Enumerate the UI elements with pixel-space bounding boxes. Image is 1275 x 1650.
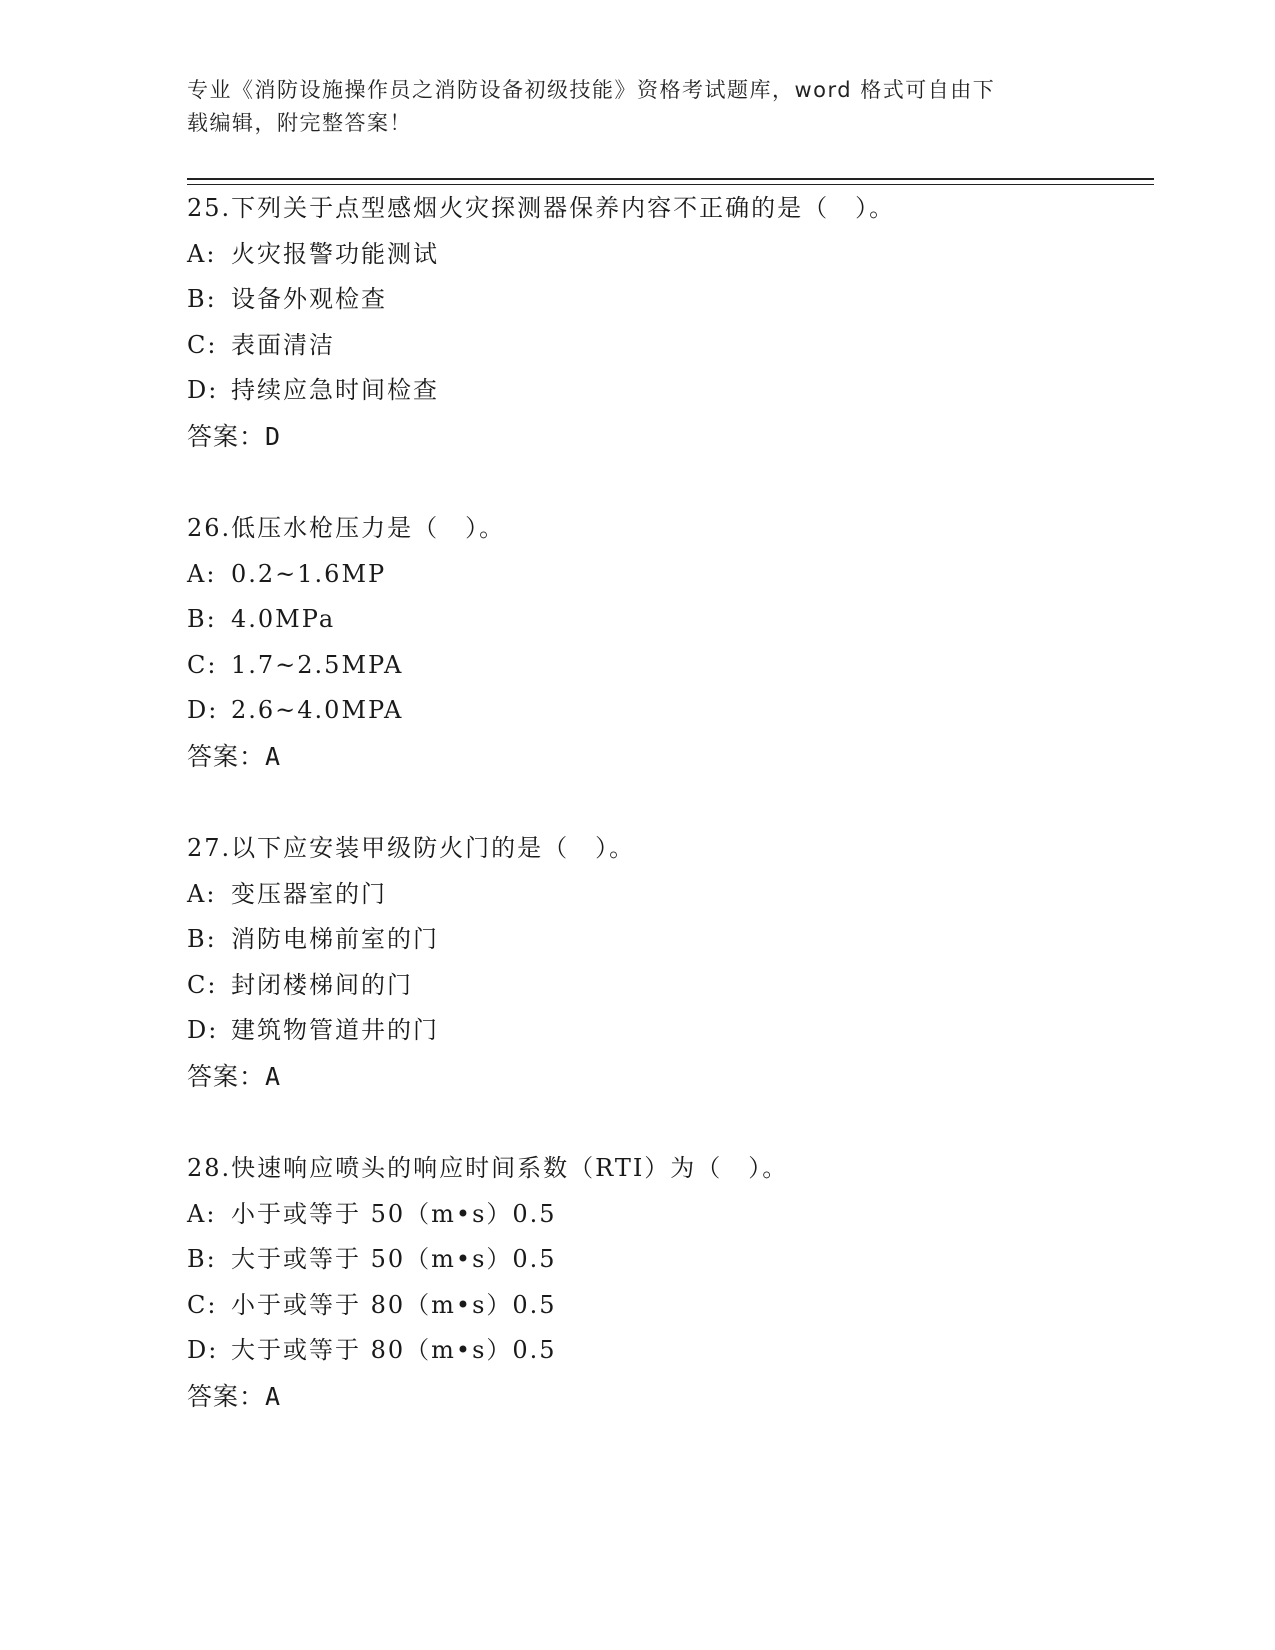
answer-label: 答案： bbox=[187, 741, 266, 771]
option-letter: C: bbox=[187, 970, 218, 999]
answer-value: D bbox=[265, 421, 282, 451]
option-text: 小于或等于 50（m•s）0.5 bbox=[231, 1199, 557, 1228]
question-stem: 27.以下应安装甲级防火门的是（ ）。 bbox=[187, 834, 636, 862]
option-d bbox=[187, 368, 1147, 414]
option-a bbox=[187, 232, 1147, 278]
option-a bbox=[187, 1192, 1147, 1238]
answer-label: 答案： bbox=[187, 1061, 266, 1091]
option-letter: A: bbox=[187, 239, 217, 268]
option-letter: A: bbox=[187, 1199, 217, 1228]
option-letter: C: bbox=[187, 330, 218, 359]
option-text: 小于或等于 80（m•s）0.5 bbox=[231, 1290, 557, 1319]
option-text: 建筑物管道井的门 bbox=[231, 1016, 439, 1045]
option-b bbox=[187, 1237, 1147, 1283]
header-divider-thin bbox=[187, 184, 1154, 185]
option-letter: B: bbox=[187, 285, 217, 314]
option-text: 设备外观检查 bbox=[231, 285, 387, 314]
header-divider-thick bbox=[187, 178, 1154, 180]
option-letter: B: bbox=[187, 1245, 217, 1274]
option-c bbox=[187, 1283, 1147, 1329]
option-text: 变压器室的门 bbox=[231, 879, 387, 908]
answer-line bbox=[187, 1054, 1147, 1100]
option-text: 4.0MPa bbox=[231, 605, 336, 634]
header-line-2: 载编辑，附完整答案！ bbox=[187, 111, 412, 135]
option-c bbox=[187, 323, 1147, 369]
question-stem: 28.快速响应喷头的响应时间系数（RTI）为（ ）。 bbox=[187, 1154, 789, 1182]
answer-value: A bbox=[265, 1061, 282, 1091]
answer-value: A bbox=[265, 741, 282, 771]
option-letter: D: bbox=[187, 696, 219, 725]
option-text: 1.7~2.5MPA bbox=[231, 650, 404, 679]
option-b bbox=[187, 597, 1147, 643]
option-letter: A: bbox=[187, 559, 217, 588]
option-b bbox=[187, 277, 1147, 323]
option-letter: C: bbox=[187, 650, 218, 679]
question-25 bbox=[187, 186, 1147, 460]
option-c bbox=[187, 643, 1147, 689]
question-27 bbox=[187, 826, 1147, 1100]
option-c bbox=[187, 963, 1147, 1009]
option-text: 封闭楼梯间的门 bbox=[231, 970, 413, 999]
question-stem: 25.下列关于点型感烟火灾探测器保养内容不正确的是（ ）。 bbox=[187, 194, 896, 222]
option-text: 大于或等于 50（m•s）0.5 bbox=[231, 1245, 557, 1274]
document-header bbox=[187, 74, 1087, 140]
answer-label: 答案： bbox=[187, 1381, 266, 1411]
option-letter: C: bbox=[187, 1290, 218, 1319]
option-letter: D: bbox=[187, 1336, 219, 1365]
option-b bbox=[187, 917, 1147, 963]
option-d bbox=[187, 1328, 1147, 1374]
option-text: 持续应急时间检查 bbox=[231, 376, 439, 405]
option-letter: A: bbox=[187, 879, 217, 908]
option-d bbox=[187, 1008, 1147, 1054]
option-text: 表面清洁 bbox=[231, 330, 335, 359]
option-d bbox=[187, 688, 1147, 734]
answer-line bbox=[187, 414, 1147, 460]
option-letter: B: bbox=[187, 925, 217, 954]
answer-line bbox=[187, 734, 1147, 780]
option-text: 2.6~4.0MPA bbox=[231, 696, 404, 725]
option-text: 大于或等于 80（m•s）0.5 bbox=[231, 1336, 557, 1365]
option-letter: B: bbox=[187, 605, 217, 634]
option-text: 消防电梯前室的门 bbox=[231, 925, 439, 954]
header-line-1: 专业《消防设施操作员之消防设备初级技能》资格考试题库，word 格式可自由下 bbox=[187, 78, 996, 102]
option-a bbox=[187, 872, 1147, 918]
option-text: 火灾报警功能测试 bbox=[231, 239, 439, 268]
option-a bbox=[187, 552, 1147, 598]
answer-label: 答案： bbox=[187, 421, 266, 451]
question-26 bbox=[187, 506, 1147, 780]
answer-line bbox=[187, 1374, 1147, 1420]
option-text: 0.2~1.6MP bbox=[231, 559, 387, 588]
question-28 bbox=[187, 1146, 1147, 1420]
option-letter: D: bbox=[187, 1016, 219, 1045]
option-letter: D: bbox=[187, 376, 219, 405]
answer-value: A bbox=[265, 1381, 282, 1411]
question-stem: 26.低压水枪压力是（ ）。 bbox=[187, 514, 506, 542]
